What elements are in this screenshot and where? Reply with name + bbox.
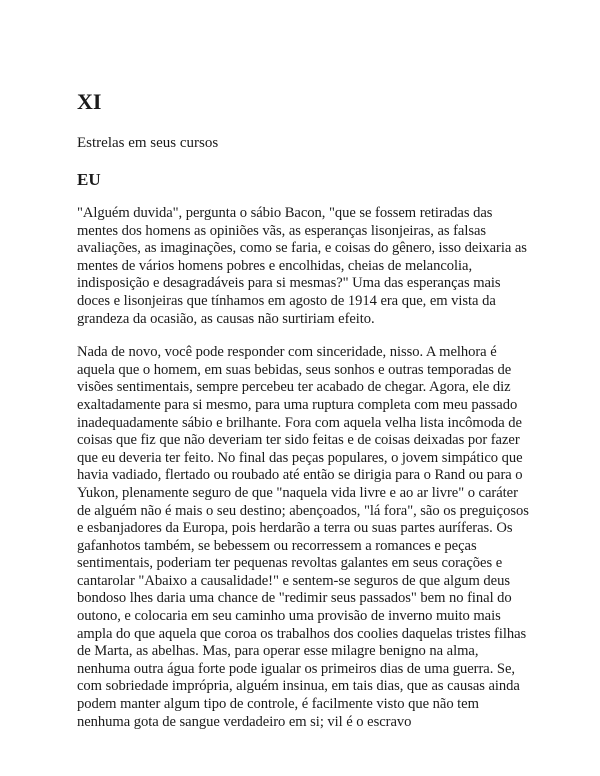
chapter-number: XI [77,89,102,114]
document-page [77,90,529,747]
chapter-title: Estrelas em seus cursos [77,135,219,151]
body-paragraph: "Alguém duvida", pergunta o sábio Bacon, "que se fossem retiradas das mentes dos homens as opiniões vãs, as esperanças lisonjeiras, as falsas avaliações, as imaginações, como se faria, e coisas do gênero, isso deixaria as mentes de vários homens pobres e encolhidas, cheias de melancolia, indisposição e desagradáveis para si mesmas?" Uma das esperanças mais doces e lisonjeiras que tínhamos em agosto de 1914 era que, em vista da grandeza da ocasião, as causas não surtiriam efeito. [77,205,527,327]
body-paragraph: Nada de novo, você pode responder com sinceridade, nisso. A melhora é aquela que o homem, em suas bebidas, seus sonhos e outras temporadas de visões sentimentais, sempre percebeu ter acabado de chegar. Agora, ele diz exaltadamente para si mesmo, para uma ruptura completa com meu passado inadequadamente sábio e brilhante. Fora com aquela velha lista incômoda de coisas que fiz que não deveriam ter sido feitas e de coisas deixadas por fazer que eu deveria ter feito. No final das peças populares, o jovem simpático que havia vadiado, flertado ou roubado até então se dirigia para o Rand ou para o Yukon, plenamente seguro de que "naquela vida livre e ao ar livre" o caráter de alguém não é mais o seu destino; abençoados, "lá fora", são os preguiçosos e esbanjadores da Europa, pois herdarão a terra ou suas partes auríferas. Os gafanhotos também, se bebessem ou recorressem a romances e peças sentimentais, poderiam ter pequenas revoltas galantes em seus corações e cantarolar "Abaixo a causalidade!" e sentem-se seguros de que algum deus bondoso lhes daria uma chance de "redimir seus passados" bem no final do outono, e colocaria em seu caminho uma provisão de inverno muito mais ampla do que aquela que coroa os trabalhos dos coolies daquelas tristes filhas de Marta, as abelhas. Mas, para operar esse milagre benigno na alma, nenhuma outra água forte pode igualar os primeiros dias de uma guerra. Se, com sobriedade imprópria, alguém insinua, em tais dias, que as causas ainda podem manter algum tipo de controle, é facilmente visto que não tem nenhuma gota de sangue verdadeiro em si; vil é o escravo [77,344,529,730]
section-heading: EU [77,170,101,189]
